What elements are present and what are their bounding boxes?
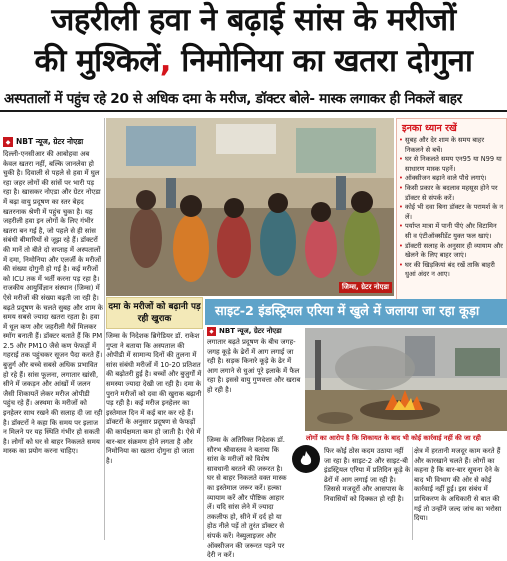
column-divider <box>412 447 413 540</box>
fire-icon <box>292 445 320 473</box>
flame-icon <box>297 450 315 468</box>
nbt-logo-icon: ◆ <box>207 327 216 336</box>
dama-subheading: दमा के मरीजों को बढ़ानी पड़ रही खुराक <box>106 297 203 329</box>
tips-box <box>396 118 507 306</box>
tip-item: • किसी प्रकार के बदलाव महसूस होने पर डॉक्टर से संपर्क करें। <box>399 184 504 203</box>
burning-garbage-illustration <box>305 328 507 431</box>
headline-line-1: जहरीली हवा ने बढ़ाई सांस के मरीजों <box>51 2 456 38</box>
hospital-photo-illustration <box>106 118 394 296</box>
tip-item: • कोई भी दवा बिना डॉक्टर के परामर्श के न लें। <box>399 203 504 222</box>
column-divider <box>203 330 204 540</box>
headline-line-2 <box>0 40 507 82</box>
smoke-banner: साइट-2 इंडस्ट्रियल एरिया में खुले में जलाया जा रहा कूड़ा <box>205 299 507 325</box>
smoke-column-3: क्षेत्र में हरतानी मजदूर काम करते हैं और कारखाने चलते हैं। लोगों का कहना है कि बार-बार सूचना देने के बाद भी विभाग की ओर से कोई कार्रवाई नहीं हुई। इस संबंध में प्राधिकरण के अधिकारी से बात की गई तो उन्होंने जल्द जांच का भरोसा दिया। <box>414 447 502 523</box>
nbt-logo-icon: ◆ <box>3 137 13 147</box>
tip-item: • ऑक्सीजन बढ़ाने वाले पौधे लगाएं। <box>399 174 504 184</box>
tips-title: इनका ध्यान रखें <box>402 123 457 134</box>
tip-item: • डॉक्टरी सलाह के अनुसार ही व्यायाम और खेलने के लिए बाहर जाएं। <box>399 242 504 261</box>
dama-column-1: जिम्स के निदेशक ब्रिगेडियर डॉ. राकेश गुप्ता ने बताया कि अस्पताल की ओपीडी में सामान्य दिनों की तुलना में सांस संबंधी मरीजों में 10-20 प्रतिशत की बढ़ोतरी हुई है। बच्चों और बुजुर्गों में समस्या ज्यादा देखी जा रही है। दमा के पुराने मरीजों को दवा की खुराक बढ़ानी पड़ रही है। कई मरीज इनहेलर का इस्तेमाल दिन में कई बार कर रहे हैं। डॉक्टरों के अनुसार प्रदूषण से फेफड़ों की कार्यक्षमता कम हो जाती है। ऐसे में बार-बार संक्रमण होने लगता है और निमोनिया का खतरा दोगुना हो जाता है। <box>106 332 202 465</box>
smoke-caption: लोगों का आरोप है कि शिकायत के बाद भी कोई कार्रवाई नहीं की जा रही <box>306 434 481 442</box>
burning-garbage-photo <box>305 328 507 431</box>
column-divider <box>104 118 105 540</box>
headline-comma: , <box>159 43 171 79</box>
tips-list <box>399 136 504 280</box>
smoke-byline-text: NBT न्यूज, ग्रेटर नोएडा <box>219 327 282 335</box>
smoke-byline <box>207 327 282 336</box>
subheadline: अस्पतालों में पहुंच रहे 20 से अधिक दमा के मरीज, डॉक्टर बोले- मास्क लगाकर ही निकलें बाहर <box>4 91 462 107</box>
smoke-column-2: फिर कोई ठोस कदम उठाया नहीं जा रहा है। साइट-2 और साइट-बी इंडस्ट्रियल एरिया में प्रतिदिन कूड़े के ढेरों में आग लगाई जा रही है। जिससे मजदूरों और आसपास के निवासियों को दिक्कत हो रही है। <box>324 447 411 503</box>
dama-column-2: जिम्स के अतिरिक्त निदेशक डॉ. सौरभ श्रीवास्तव ने बताया कि सांस के मरीजों को विशेष सावधानी बरतने की जरूरत है। घर से बाहर निकलते वक्त मास्क का इस्तेमाल जरूर करें। हल्का व्यायाम करें और पौष्टिक आहार लें। यदि सांस लेने में ज्यादा तकलीफ हो, सीने में दर्द हो या होठ नीले पड़ें तो तुरंत डॉक्टर से संपर्क करें। नेब्युलाइजर और ऑक्सीजन की जरूरत पड़ने पर देरी न करें। <box>207 436 287 560</box>
tip-item: • पर्याप्त मात्रा में पानी पीएं और विटामिन सी व एंटीऑक्सीडेंट युक्त फल खाएं। <box>399 222 504 241</box>
divider <box>0 110 507 112</box>
tip-item: • घर की खिड़कियां बंद रखें ताकि बाहरी धुआं अंदर न आए। <box>399 261 504 280</box>
byline-text: NBT न्यूज, ग्रेटर नोएडा <box>16 137 84 146</box>
lead-story-text: दिल्ली-एनसीआर की आबोहवा अब केवल खतरा नहीं, बल्कि जानलेवा हो चुकी है। दिवाली से पहले से हवा में घुल रहा जहर लोगों की सांसें पर भारी पड़ रहा है। खासकर नोएडा और ग्रेटर नोएडा में बढ़ा वायु प्रदूषण का स्तर बेहद खतरनाक श्रेणी में पहुंच चुका है। यह जहरीली हवा इन लोगों के लिए गंभीर खतरा बन गई है, जो पहले से ही सांस संबंधी बीमारियों से जूझ रहे हैं। डॉक्टरों की मानें तो बीते दो सप्ताह में अस्पतालों में दमा, निमोनिया और एलर्जी के मरीजों की संख्या दोगुनी हो गई है। कई मरीजों को ICU तक में भर्ती करना पड़ रहा है। राजकीय आयुर्विज्ञान संस्थान (जिम्स) में ऐसे मरीजों की संख्या बढ़ती जा रही है। बढ़ते प्रदूषण के चलते सुबह और शाम के समय सबसे ज्यादा खतरा रहता है। हवा में धूल कण और जहरीली गैसें मिलकर स्मॉग बनाती हैं। डॉक्टर बताते हैं कि PM 2.5 और PM10 जैसे कण फेफड़ों में गहराई तक पहुंचकर सूजन पैदा करते हैं। बुजुर्ग और बच्चे सबसे अधिक प्रभावित हो रहे हैं। सांस फूलना, लगातार खांसी, सीने में जकड़न और आंखों में जलन जैसी शिकायतें लेकर मरीज ओपीडी पहुंच रहे हैं। अस्थमा के मरीजों को इनहेलर साथ रखने की सलाह दी जा रही है। डॉक्टरों ने कहा कि समय पर इलाज न मिलने पर यह स्थिति गंभीर हो सकती है। लोगों को घर से बाहर निकलते समय मास्क का प्रयोग करना चाहिए। <box>3 150 103 456</box>
photo-caption: जिम्स, ग्रेटर नोएडा <box>339 282 392 293</box>
lead-story-column-1 <box>3 150 103 540</box>
byline <box>3 137 83 147</box>
tip-item: • सुबह और देर शाम के समय बाहर निकलने से बचें। <box>399 136 504 155</box>
tip-item: • घर से निकलते समय एन95 या N99 या साधारण मास्क पहनें। <box>399 155 504 174</box>
hospital-photo <box>106 118 394 296</box>
headline <box>0 0 507 86</box>
smoke-column-1: लगातार बढ़ते प्रदूषण के बीच जगह-जगह कूड़े के ढेरों में आग लगाई जा रही है। सड़क किनारे कूड़े के ढेर में आग लगाने से धुआं पूरे इलाके में फैल रहा है। इससे वायु गुणवत्ता और खराब हो रही है। <box>207 338 301 394</box>
headline-line-2a: की मुश्किलें <box>34 43 160 79</box>
headline-line-2b: निमोनिया का खतरा दोगुना <box>171 43 473 79</box>
